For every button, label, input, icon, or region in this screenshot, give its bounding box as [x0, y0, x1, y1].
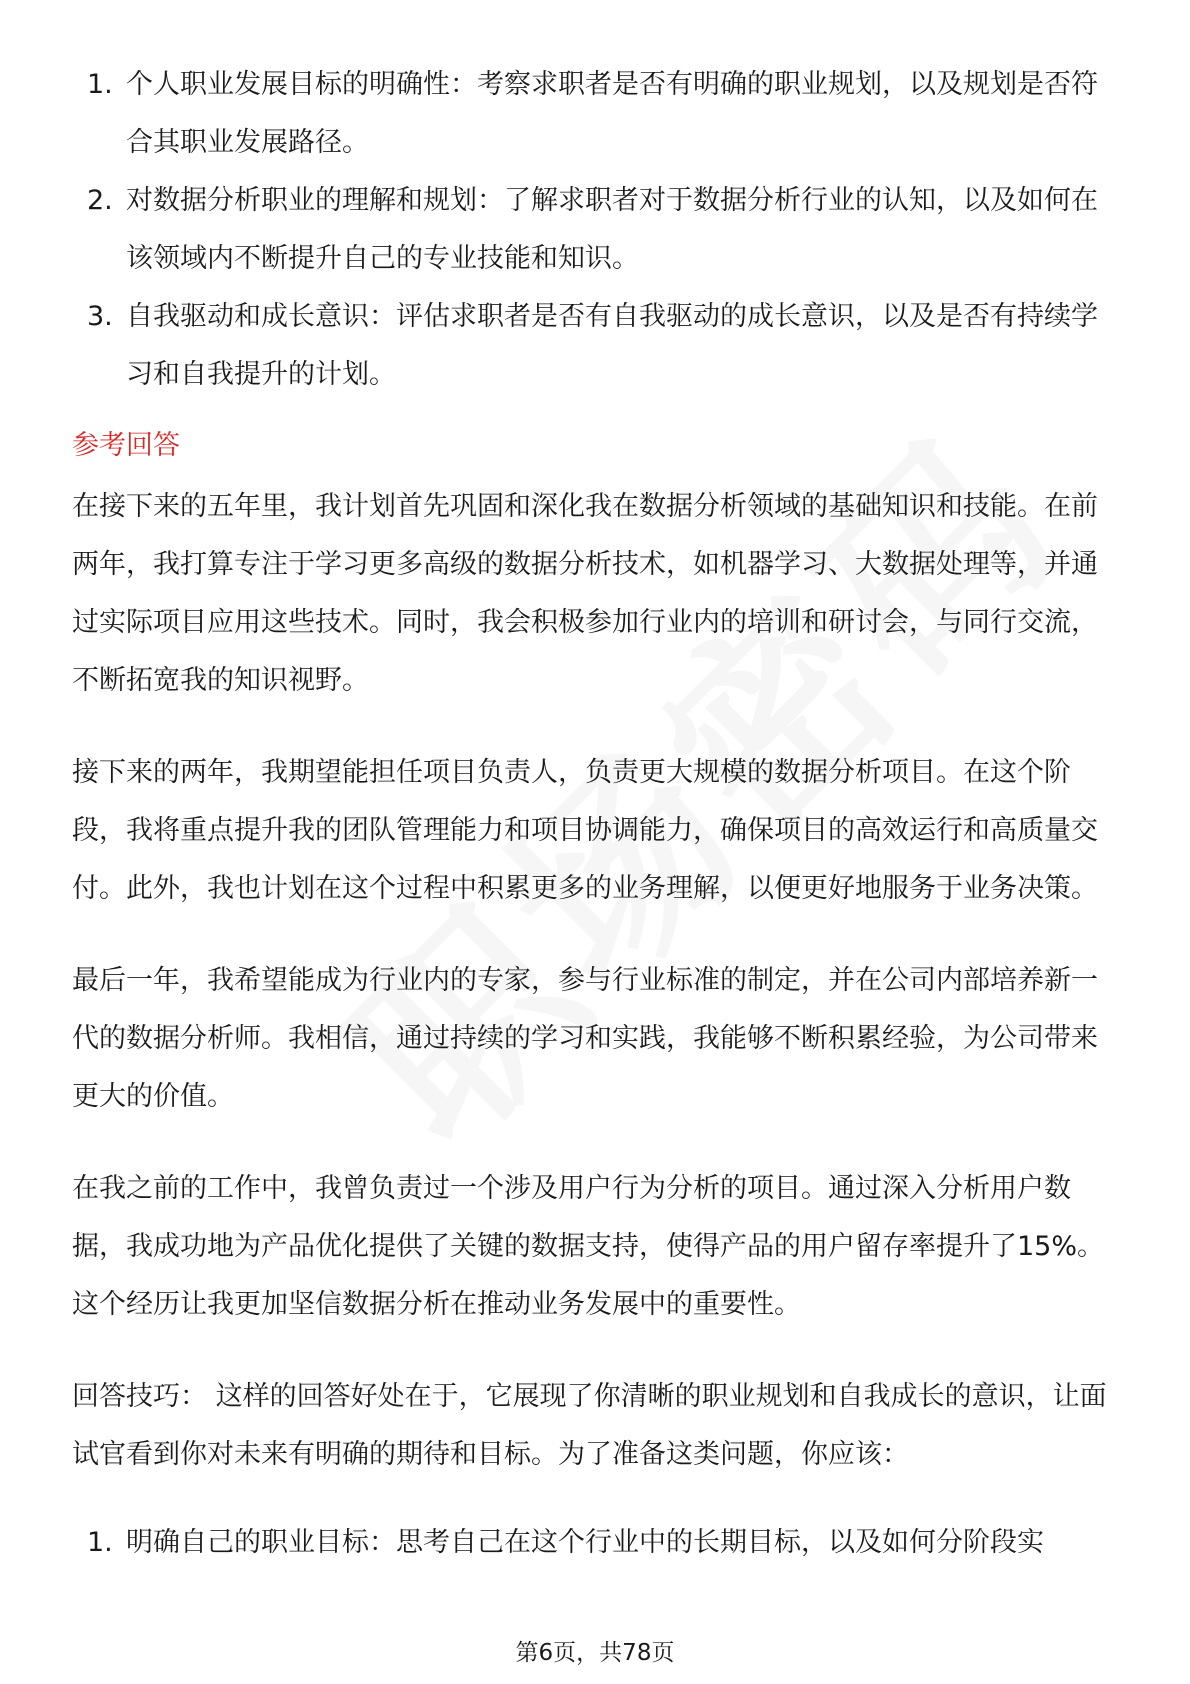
list-number: 1. [87, 1527, 113, 1558]
section-heading: 参考回答 [72, 430, 180, 461]
page-content [72, 56, 1122, 1572]
list-item [72, 288, 1122, 404]
list-text: 对数据分析职业的理解和规划：了解求职者对于数据分析行业的认知，以及如何在该领域内不断提升自己的专业技能和知识。 [126, 185, 1098, 274]
answer-paragraph: 最后一年，我希望能成为行业内的专家，参与行业标准的制定，并在公司内部培养新一代的数据分析师。我相信，通过持续的学习和实践，我能够不断积累经验，为公司带来更大的价值。 [72, 965, 1098, 1112]
answer-paragraph: 在我之前的工作中，我曾负责过一个涉及用户行为分析的项目。通过深入分析用户数据，我成功地为产品优化提供了关键的数据支持，使得产品的用户留存率提升了15%。这个经历让我更加坚信数据分析在推动业务发展中的重要性。 [72, 1173, 1105, 1320]
list-number: 1. [87, 69, 113, 100]
list-number: 3. [87, 301, 113, 332]
list-item [72, 1514, 1122, 1572]
answer-paragraph: 接下来的两年，我期望能担任项目负责人，负责更大规模的数据分析项目。在这个阶段，我将重点提升我的团队管理能力和项目协调能力，确保项目的高效运行和高质量交付。此外，我也计划在这个过程中积累更多的业务理解，以便更好地服务于业务决策。 [72, 757, 1098, 904]
list-item [72, 56, 1122, 172]
criteria-list [72, 56, 1122, 404]
list-text: 个人职业发展目标的明确性：考察求职者是否有明确的职业规划，以及规划是否符合其职业发展路径。 [126, 69, 1098, 158]
page-footer: 第6页，共78页 [515, 1640, 675, 1666]
list-text: 自我驱动和成长意识：评估求职者是否有自我驱动的成长意识，以及是否有持续学习和自我提升的计划。 [126, 301, 1098, 390]
answer-paragraph: 在接下来的五年里，我计划首先巩固和深化我在数据分析领域的基础知识和技能。在前两年，我打算专注于学习更多高级的数据分析技术，如机器学习、大数据处理等，并通过实际项目应用这些技术。同时，我会积极参加行业内的培训和研讨会，与同行交流，不断拓宽我的知识视野。 [72, 491, 1098, 696]
list-text: 明确自己的职业目标：思考自己在这个行业中的长期目标，以及如何分阶段实 [126, 1527, 1044, 1558]
list-number: 2. [87, 185, 113, 216]
list-item [72, 172, 1122, 288]
tips-paragraph: 回答技巧： 这样的回答好处在于，它展现了你清晰的职业规划和自我成长的意识，让面试官看到你对未来有明确的期待和目标。为了准备这类问题，你应该： [72, 1381, 1107, 1470]
tips-list [72, 1514, 1122, 1572]
